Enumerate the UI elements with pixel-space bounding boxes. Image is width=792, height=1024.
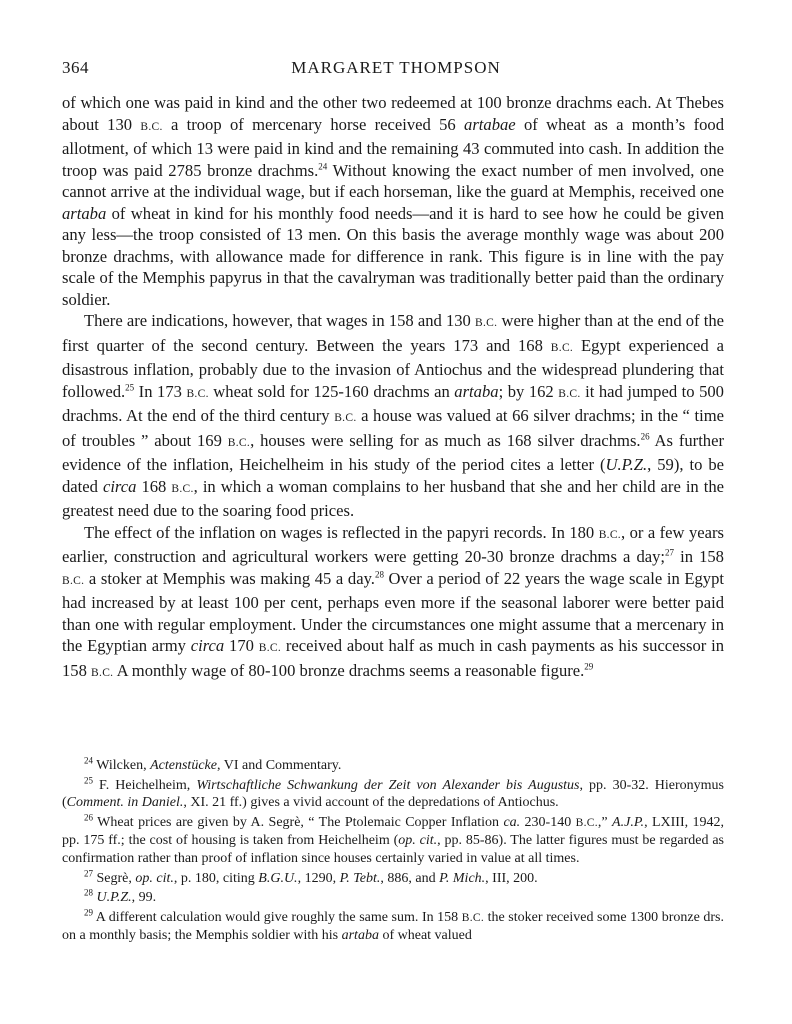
main-text [62,92,724,684]
footnote-25: $^{25}$ F. Heichelheim, Wirtschaftliche Schwankung der Zeit von Alexander bis Augustus, pp. 30-32. Hieronymus (Comment. in Daniel., XI. 21 ff.) gives a vivid account of the depredations of Antiochus. [62,774,724,811]
paragraph-3: The effect of the inflation on wages is reflected in the papyri records. In 180 B.C., or a few years earlier, construction and agricultural workers were getting 20-30 bronze drachms a day;$^{27}$ in 158 B.C. a stoker at Memphis was making 45 a day.$^{28}$ Over a period of 22 years the wage scale in Egypt had increased by at least 100 per cent, perhaps even more if the seasonal laborer were better paid than one with regular employment. Under the circumstances one might assume that a mercenary in the Egyptian army circa 170 B.C. received about half as much in cash payments as his successor in 158 B.C. A monthly wage of 80-100 bronze drachms seems a reasonable figure.$^{29}$ [62,522,724,680]
footnote-24: $^{24}$ Wilcken, Actenstücke, VI and Commentary. [84,755,342,773]
footnote-27: $^{27}$ Segrè, op. cit., p. 180, citing B.G.U., 1290, P. Tebt., 886, and P. Mich., III, 200. [84,867,538,886]
paragraph-2: There are indications, however, that wages in 158 and 130 B.C. were higher than at the end of the first quarter of the second century. Between the years 173 and 168 B.C. Egypt experienced a disastrous inflation, probably due to the invasion of Antiochus and the widespread plundering that followed.$^{25}$ In 173 B.C. wheat sold for 125-160 drachms an artaba; by 162 B.C. it had jumped to 500 drachms. At the end of the third century B.C. a house was valued at 66 silver drachms; in the “ time of troubles ” about 169 B.C., houses were selling for as much as 168 silver drachms.$^{26}$ As further evidence of the inflation, Heichelheim in his study of the period cites a letter (U.P.Z., 59), to be dated circa 168 B.C., in which a woman complains to her husband that she and her child are in the greatest need due to the soaring food prices. [62,311,725,520]
footnote-ref-28: 28 [374,568,384,579]
page-header [62,58,730,80]
footnote-ref-24: 24 [318,160,328,171]
footnote-ref-26: 26 [640,430,650,441]
footnotes [62,757,724,947]
footnote-ref-27: 27 [665,547,675,558]
footnote-ref-29: 29 [584,660,594,671]
page-number: 364 [62,58,89,77]
footnote-28: $^{28}$ U.P.Z., 99. [84,887,157,906]
running-head: MARGARET THOMPSON [291,58,501,77]
footnote-ref-25: 25 [125,381,135,392]
footnote-26: $^{26}$ Wheat prices are given by A. Segrè, “ The Ptolemaic Copper Inflation ca. 230-140 B.C.,” A.J.P., LXIII, 1942, pp. 175 ff.; the cost of housing is taken from Heichelheim (op. cit., pp. 85-86). The latter figures must be regarded as confirmation rather than proof of inflation since houses certainly varied in value at all times. [62,812,725,866]
paragraph-1: of which one was paid in kind and the other two redeemed at 100 bronze drachms each. At Thebes about 130 B.C. a troop of mercenary horse received 56 artabae of wheat as a month’s food allotment, of which 13 were paid in kind and the remaining 43 commuted into cash. In addition the troop was paid 2785 bronze drachms.$^{24}$ Without knowing the exact number of men involved, one cannot arrive at the individual wage, but if each horseman, like the guard at Memphis, received one artaba of wheat in kind for his monthly food needs—and it is hard to see how he could be given any less—the troop consisted of 13 men. On this basis the average monthly wage was about 200 bronze drachms, with allowance made for difference in rank. This figure is in line with the pay scale of the Memphis papyrus in that the cavalryman was traditionally better paid than the ordinary soldier. [62,93,724,309]
footnote-29: $^{29}$ A different calculation would give roughly the same sum. In 158 B.C. the stoker received some 1300 bronze drs. on a monthly basis; the Memphis soldier with his artaba of wheat valued [62,907,724,944]
